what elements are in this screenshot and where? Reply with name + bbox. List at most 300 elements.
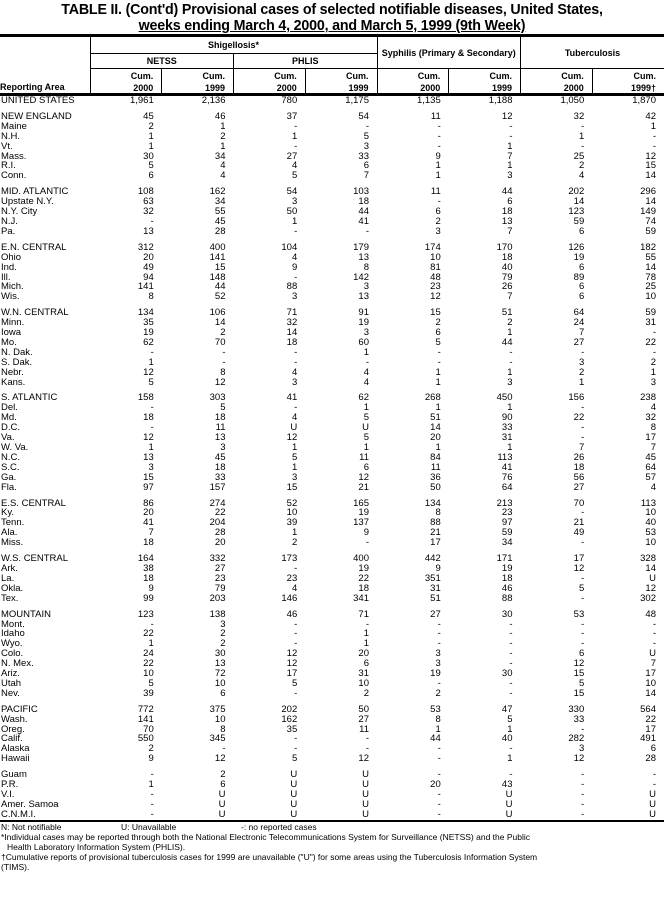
value-cell: 14 [234,328,306,338]
value-cell: - [521,780,593,790]
year-label: 1999 [306,83,369,93]
value-cell: - [377,122,449,132]
value-cell: - [234,142,306,152]
cum-label: Cum. [449,71,512,81]
value-cell: 27 [162,564,234,574]
value-cell: 10 [162,679,234,689]
value-cell: 27 [521,338,593,348]
value-cell: 1 [377,378,449,388]
value-cell: 4 [305,378,377,388]
table-row [0,358,664,368]
value-cell: 88 [377,518,449,528]
value-cell: 15 [521,689,593,699]
value-cell: - [162,358,234,368]
value-cell: 70 [521,499,593,509]
value-cell: U [162,800,234,810]
reporting-area-cell: Minn. [0,318,90,328]
value-cell: 31 [305,669,377,679]
value-cell: 17 [592,725,664,735]
value-cell: 8 [305,263,377,273]
reporting-area-cell: Kans. [0,378,90,388]
reporting-area-cell: Calif. [0,734,90,744]
value-cell: 213 [449,499,521,509]
value-cell: 4 [305,368,377,378]
value-cell: U [305,790,377,800]
value-cell: 13 [449,217,521,227]
value-cell: U [234,770,306,780]
value-cell: - [592,348,664,358]
reporting-area-cell: Ark. [0,564,90,574]
value-cell: 22 [162,508,234,518]
value-cell: 4 [234,161,306,171]
value-cell: 4 [234,413,306,423]
value-cell: - [521,574,593,584]
table-row [0,518,664,528]
value-cell: 8 [162,725,234,735]
value-cell: 49 [90,263,162,273]
value-cell: 1 [234,463,306,473]
table-title [17,2,648,34]
header-cum-column [449,69,521,95]
value-cell: 7 [305,171,377,181]
value-cell: 303 [162,393,234,403]
value-cell: 1 [305,629,377,639]
reporting-area-cell: W.S. CENTRAL [0,554,90,564]
table-row [0,413,664,423]
value-cell: 5 [90,679,162,689]
value-cell: 74 [592,217,664,227]
value-cell: 2 [592,358,664,368]
reporting-area-cell: N. Dak. [0,348,90,358]
header-cum-column [377,69,449,95]
table-row [0,744,664,754]
value-cell: 1 [377,725,449,735]
legend-unavailable: U: Unavailable [121,822,241,832]
value-cell: 1 [234,132,306,142]
value-cell: 46 [162,112,234,122]
legend-not-notifiable: N: Not notifiable [1,822,121,832]
table-row [0,754,664,764]
value-cell: 71 [234,308,306,318]
value-cell: 3 [305,142,377,152]
value-cell: 60 [305,338,377,348]
value-cell: 4 [234,368,306,378]
reporting-area-cell: Conn. [0,171,90,181]
cum-label: Cum. [162,71,225,81]
value-cell: 375 [162,705,234,715]
value-cell: 59 [592,308,664,318]
reporting-area-cell: Utah [0,679,90,689]
value-cell: - [377,358,449,368]
value-cell: 22 [592,715,664,725]
reporting-area-cell: N. Mex. [0,659,90,669]
value-cell: 78 [592,273,664,283]
table-row [0,292,664,302]
value-cell: - [305,620,377,630]
value-cell: 238 [592,393,664,403]
value-cell: 6 [377,207,449,217]
table-row [0,132,664,142]
value-cell: 26 [521,453,593,463]
value-cell: 46 [234,610,306,620]
value-cell: 6 [305,161,377,171]
year-label: 1999 [449,83,512,93]
value-cell: 1 [449,142,521,152]
value-cell: 5 [449,715,521,725]
value-cell: - [90,620,162,630]
value-cell: 149 [592,207,664,217]
value-cell: 6 [162,689,234,699]
value-cell: 28 [592,754,664,764]
reporting-area-cell: N.J. [0,217,90,227]
value-cell: U [305,810,377,821]
value-cell: - [90,800,162,810]
value-cell: 11 [305,453,377,463]
value-cell: 38 [90,564,162,574]
table-row [0,152,664,162]
reporting-area-cell: Ill. [0,273,90,283]
value-cell: - [377,754,449,764]
legend [1,822,664,832]
value-cell: 64 [592,463,664,473]
value-cell: 564 [592,705,664,715]
value-cell: 12 [234,433,306,443]
value-cell: 4 [162,161,234,171]
value-cell: - [377,810,449,821]
value-cell: - [521,790,593,800]
value-cell: 6 [305,463,377,473]
value-cell: 25 [521,152,593,162]
year-label: 2000 [234,83,297,93]
table-row [0,433,664,443]
reporting-area-cell: Idaho [0,629,90,639]
reporting-area-cell: Wash. [0,715,90,725]
value-cell: 53 [592,528,664,538]
value-cell: 5 [305,413,377,423]
value-cell: 141 [90,715,162,725]
value-cell: 1 [449,754,521,764]
value-cell: 2 [162,639,234,649]
value-cell: 17 [234,669,306,679]
table-row [0,473,664,483]
value-cell: 19 [521,253,593,263]
value-cell: 27 [234,152,306,162]
value-cell: 141 [162,253,234,263]
value-cell: 5 [305,132,377,142]
reporting-area-cell: Ala. [0,528,90,538]
value-cell: 1 [377,171,449,181]
value-cell: - [162,744,234,754]
value-cell: 157 [162,483,234,493]
reporting-area-cell: La. [0,574,90,584]
value-cell: 12 [234,659,306,669]
value-cell: 8 [592,423,664,433]
value-cell: 5 [305,433,377,443]
value-cell: 1 [377,443,449,453]
value-cell: 3 [305,282,377,292]
reporting-area-cell: Va. [0,433,90,443]
value-cell: - [449,679,521,689]
value-cell: 23 [234,574,306,584]
table-row [0,243,664,253]
value-cell: - [449,620,521,630]
value-cell: U [162,810,234,821]
reporting-area-cell: Tenn. [0,518,90,528]
reporting-area-cell: Hawaii [0,754,90,764]
table-row [0,734,664,744]
value-cell: - [305,538,377,548]
value-cell: - [377,744,449,754]
value-cell: 41 [90,518,162,528]
table-row [0,348,664,358]
value-cell: 51 [377,413,449,423]
value-cell: 3 [162,620,234,630]
value-cell: 1 [592,368,664,378]
value-cell: - [234,403,306,413]
value-cell: - [521,348,593,358]
value-cell: 179 [305,243,377,253]
header-netss: NETSS [90,54,234,69]
value-cell: 6 [305,659,377,669]
value-cell: 11 [305,725,377,735]
value-cell: 1 [377,368,449,378]
value-cell: 79 [162,584,234,594]
value-cell: 17 [592,433,664,443]
reporting-area-cell: Upstate N.Y. [0,197,90,207]
value-cell: 30 [162,649,234,659]
value-cell: - [234,273,306,283]
value-cell: - [592,639,664,649]
value-cell: 442 [377,554,449,564]
value-cell: 18 [449,253,521,263]
value-cell: 24 [521,318,593,328]
cum-label: Cum. [234,71,297,81]
value-cell: 341 [305,594,377,604]
value-cell: 32 [592,413,664,423]
value-cell: 204 [162,518,234,528]
value-cell: 10 [592,292,664,302]
value-cell: 31 [377,584,449,594]
value-cell: - [377,679,449,689]
value-cell: - [377,790,449,800]
header-cum-column [234,69,306,95]
value-cell: 45 [90,112,162,122]
value-cell: 15 [592,161,664,171]
reporting-area-cell: MOUNTAIN [0,610,90,620]
table-row [0,554,664,564]
value-cell: 146 [234,594,306,604]
value-cell: 10 [592,508,664,518]
value-cell: 12 [90,433,162,443]
value-cell: 3 [449,378,521,388]
value-cell: 84 [377,453,449,463]
value-cell: 1 [90,132,162,142]
value-cell: 86 [90,499,162,509]
value-cell: 158 [90,393,162,403]
value-cell: 1,050 [521,95,593,106]
value-cell: 296 [592,187,664,197]
value-cell: 70 [90,725,162,735]
value-cell: - [521,594,593,604]
value-cell: 54 [305,112,377,122]
value-cell: 282 [521,734,593,744]
value-cell: 10 [234,508,306,518]
value-cell: - [449,770,521,780]
cum-label: Cum. [593,71,656,81]
value-cell: 1 [449,328,521,338]
value-cell: 90 [449,413,521,423]
value-cell: 41 [305,217,377,227]
value-cell: - [90,810,162,821]
reporting-area-cell: PACIFIC [0,705,90,715]
value-cell: 62 [90,338,162,348]
value-cell: - [90,423,162,433]
header-cum-column [521,69,593,95]
value-cell: 3 [377,649,449,659]
value-cell: 52 [234,499,306,509]
value-cell: 91 [305,308,377,318]
reporting-area-cell: Ga. [0,473,90,483]
reporting-area-cell: W. Va. [0,443,90,453]
value-cell: 1,188 [449,95,521,106]
value-cell: 174 [377,243,449,253]
value-cell: 11 [377,463,449,473]
value-cell: 182 [592,243,664,253]
value-cell: 2 [521,368,593,378]
table-row [0,639,664,649]
value-cell: U [449,810,521,821]
value-cell: 1 [449,403,521,413]
value-cell: 2 [162,629,234,639]
value-cell: 54 [234,187,306,197]
value-cell: 21 [521,518,593,528]
value-cell: 134 [90,308,162,318]
value-cell: 3 [305,328,377,338]
value-cell: 9 [234,263,306,273]
value-cell: U [305,423,377,433]
value-cell: - [305,227,377,237]
reporting-area-cell: S. ATLANTIC [0,393,90,403]
value-cell: 202 [234,705,306,715]
value-cell: 3 [377,227,449,237]
reporting-area-cell: R.I. [0,161,90,171]
reporting-area-cell: P.R. [0,780,90,790]
value-cell: 7 [449,292,521,302]
value-cell: 53 [377,705,449,715]
footnotes [0,822,664,872]
value-cell: - [234,564,306,574]
value-cell: 27 [377,610,449,620]
value-cell: 45 [592,453,664,463]
value-cell: - [377,348,449,358]
value-cell: 10 [90,669,162,679]
value-cell: 48 [377,273,449,283]
value-cell: 12 [305,754,377,764]
value-cell: - [521,620,593,630]
value-cell: 15 [521,669,593,679]
value-cell: 1 [234,443,306,453]
table-row [0,112,664,122]
table-row [0,679,664,689]
value-cell: 7 [521,328,593,338]
value-cell: 37 [234,112,306,122]
legend-no-cases: -: no reported cases [241,822,317,832]
cum-label: Cum. [378,71,441,81]
value-cell: - [521,538,593,548]
value-cell: 13 [90,227,162,237]
value-cell: 2 [234,538,306,548]
value-cell: 1 [305,348,377,358]
value-cell: 9 [377,152,449,162]
reporting-area-cell: Mo. [0,338,90,348]
value-cell: 28 [162,227,234,237]
header-cum-column [305,69,377,95]
value-cell: - [377,142,449,152]
value-cell: 12 [521,564,593,574]
value-cell: 4 [162,171,234,181]
value-cell: 5 [90,161,162,171]
value-cell: U [592,574,664,584]
value-cell: 491 [592,734,664,744]
value-cell: 1 [305,639,377,649]
table-row [0,423,664,433]
reporting-area-cell: UNITED STATES [0,95,90,106]
title-line-2: weeks ending March 4, 2000, and March 5, 1999 (9th Week) [17,18,648,34]
value-cell: 11 [162,423,234,433]
value-cell: 12 [592,584,664,594]
table-row [0,629,664,639]
value-cell: 20 [90,253,162,263]
value-cell: 12 [449,112,521,122]
value-cell: 30 [90,152,162,162]
table-row [0,659,664,669]
value-cell: 6 [521,292,593,302]
value-cell: 11 [377,187,449,197]
value-cell: 3 [377,659,449,669]
value-cell: 70 [162,338,234,348]
value-cell: 345 [162,734,234,744]
table-row [0,393,664,403]
value-cell: 3 [521,358,593,368]
value-cell: 6 [521,282,593,292]
table-row [0,122,664,132]
value-cell: - [90,770,162,780]
value-cell: 1,135 [377,95,449,106]
value-cell: 47 [449,705,521,715]
value-cell: 40 [449,734,521,744]
table-row [0,705,664,715]
value-cell: 19 [305,508,377,518]
value-cell: 5 [234,453,306,463]
value-cell: 3 [449,171,521,181]
value-cell: - [449,649,521,659]
value-cell: - [234,744,306,754]
value-cell: 3 [234,197,306,207]
value-cell: 1 [449,443,521,453]
table-row [0,508,664,518]
value-cell: 34 [449,538,521,548]
value-cell: 1,961 [90,95,162,106]
value-cell: 10 [592,538,664,548]
value-cell: 165 [305,499,377,509]
value-cell: 41 [234,393,306,403]
value-cell: 1 [449,725,521,735]
value-cell: 64 [521,308,593,318]
value-cell: 44 [449,338,521,348]
value-cell: 44 [162,282,234,292]
table-row [0,308,664,318]
value-cell: 8 [377,715,449,725]
